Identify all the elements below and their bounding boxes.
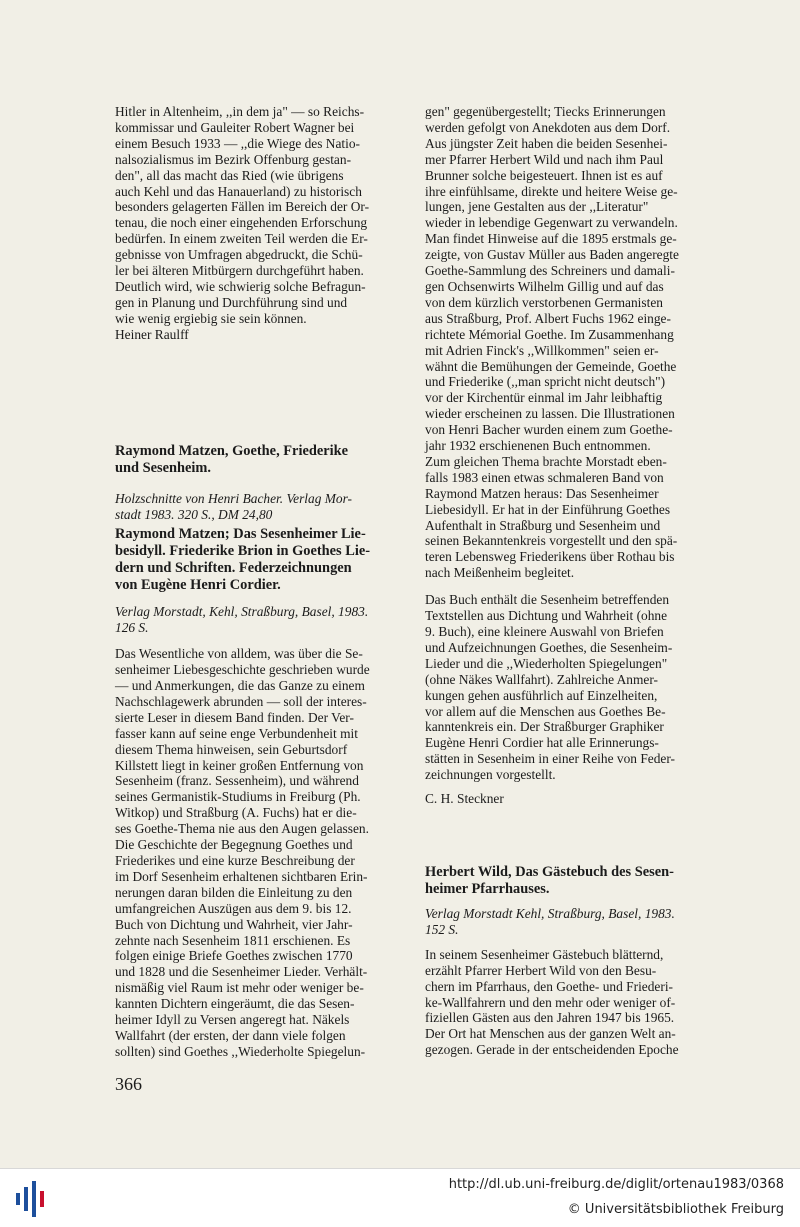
copyright-text: © Universitätsbibliothek Freiburg — [567, 1202, 784, 1217]
left-column — [115, 104, 410, 1060]
review-paragraph: Das Wesentliche von alldem, was über die Se- senheimer Liebesgeschichte geschrieben wurde — und Anmerkungen, die das Ganze zu einem Nachschlagewerk abrunden — soll der interes- sierte Leser in diesem Band finden. Der Ver- fasser kann auf seine enge Verbundenheit mit diesem Thema hinweisen, sein Geburtsdorf Killstett liegt in keiner großen Entfernung von Sesenheim (franz. Sessenheim), und während seines Germanistik-Studiums in Freiburg (Ph. Witkop) und Straßburg (A. Fuchs) hat er die- ses Goethe-Thema nie aus den Augen gelassen. Die Geschichte der Begegnung Goethes und Friederikes und eine kurze Beschreibung der im Dorf Sesenheim erhaltenen sichtbaren Erin- nerungen daran bilden die Einleitung zu den umfangreichen Auszügen aus dem 9. bis 12. Buch von Dichtung und Wahrheit, vier Jahr- zehnte nach Sesenheim 1811 erschienen. Es folgen einige Briefe Goethes zwischen 1770 und 1828 und die Sesenheimer Lieder. Verhält- nismäßig viel Raum ist mehr oder weniger be- kannten Dichtern eingeräumt, die das Sesen- heimer Idyll zu Versen angeregt hat. Näkels Wallfahrt (der ersten, der dann viele folgen sollten) sind Goethes ,,Wiederholte Spiegelun- — [115, 646, 370, 1059]
review-paragraph: gen" gegenübergestellt; Tiecks Erinnerungen werden gefolgt von Anekdoten aus dem Dorf. Aus jüngster Zeit haben die beiden Sesenhei- mer Pfarrer Herbert Wild und nach ihm Paul Brunner solche beigesteuert. Ihnen ist es auf ihre einfühlsame, direkte und heitere Weise ge- lungen, jene Gestalten aus der ,,Literatur" wieder in lebendige Gegenwart zu verwandeln. Man findet Hinweise auf die 1895 erstmals ge- zeigte, von Gustav Müller aus Baden angeregte Goethe-Sammlung des Schreiners und damali- gen Ochsenwirts Wilhelm Gillig und auf das von dem kürzlich verstorbenen Germanisten aus Straßburg, Prof. Albert Fuchs 1962 einge- richtete Mémorial Goethe. Im Zusammenhang mit Adrien Finck's ,,Willkommen" seien er- wähnt die Bemühungen der Gemeinde, Goethe und Friederike (,,man spricht nicht deutsch") vor der Kirchentür einmal im Jahr leibhaftig wieder erscheinen zu lassen. Die Illustrationen von Henri Bacher wurden einem zum Goethe- jahr 1932 erschienenen Buch entnommen. — [425, 104, 679, 454]
reviewer-signature: C. H. Steckner — [425, 791, 504, 807]
right-column — [425, 104, 720, 1058]
review-paragraph: Das Buch enthält die Sesenheim betreffenden Textstellen aus Dichtung und Wahrheit (ohne 9. Buch), eine kleinere Auswahl von Briefen und Aufzeichnungen Goethes, die Sesenheim- Lieder und die ,,Wiederholten Spiegelungen" (ohne Näkes Wallfahrt). Zahlreiche Anmer- kungen gehen ausführlich auf Einzelheiten, vor allem auf die Menschen aus Goethes Be- kanntenkreis ein. Der Straßburger Graphiker Eugène Henri Cordier hat alle Erinnerungs- stätten in Sesenheim in einer Reihe von Feder- zeichnungen vorgestellt. — [425, 592, 675, 783]
publication-info: Holzschnitte von Henri Bacher. Verlag Mor- stadt 1983. 320 S., DM 24,80 — [115, 490, 353, 522]
source-url-link[interactable]: http://dl.ub.uni-freiburg.de/diglit/ortenau1983/0368 — [448, 1177, 784, 1192]
review-paragraph: In seinem Sesenheimer Gästebuch blätternd, erzählt Pfarrer Herbert Wild von den Besu- chern im Pfarrhaus, den Goethe- und Friederi- ke-Wallfahrern und den mehr oder weniger of- fiziellen Gästen aus den Jahren 1947 bis 1965. Der Ort hat Menschen aus der ganzen Welt an- gezogen. Gerade in der entscheidenden Epoche — [425, 946, 679, 1058]
review-heading: Raymond Matzen; Das Sesenheimer Lie- besidyll. Friederike Brion in Goethes Lie- dern und Schriften. Federzeichnungen von Eugène Henri Cordier. — [115, 526, 371, 594]
review-paragraph: Zum gleichen Thema brachte Morstadt eben- falls 1983 einen etwas schmaleren Band von Raymond Matzen heraus: Das Sesenheimer Liebesidyll. Er hat in der Einführung Goethes Aufenthalt in Straßburg und Sesenheim und seinen Bekanntenkreis vorgestellt und den spä- teren Lebensweg Friederikens über Rothau bis nach Meißenheim begleitet. — [425, 453, 678, 581]
footer-bar — [0, 1168, 800, 1227]
review-paragraph: Hitler in Altenheim, ,,in dem ja" — so Reichs- kommissar und Gauleiter Robert Wagner bei einem Besuch 1933 — ,,die Wiege des Natio- nalsozialismus im Bezirk Offenburg gestan- den", all das macht das Ried (wie übrigens auch Kehl und das Hanauerland) zu historisch besonders gelagerten Fällen im Bereich der Or- tenau, die noch einer eingehenden Erforschung bedürfen. In einem zweiten Teil werden die Er- gebnisse von Umfragen abgedruckt, die Schü- ler bei älteren Mitbürgern durchgeführt haben. Deutlich wird, wie schwierig solche Befragun- gen in Planung und Durchführung sind und wie wenig ergiebig sie sein können. — [115, 104, 370, 326]
page-number: 366 — [115, 1074, 142, 1094]
review-heading: Herbert Wild, Das Gästebuch des Sesen- heimer Pfarrhauses. — [425, 863, 674, 897]
reviewer-signature: Heiner Raulff — [115, 326, 189, 342]
library-logo-icon — [14, 1179, 50, 1219]
publication-info: Verlag Morstadt, Kehl, Straßburg, Basel, 1983. 126 S. — [115, 604, 369, 636]
publication-info: Verlag Morstadt Kehl, Straßburg, Basel, 1983. 152 S. — [425, 905, 675, 937]
review-heading: Raymond Matzen, Goethe, Friederike und Sesenheim. — [115, 442, 348, 476]
